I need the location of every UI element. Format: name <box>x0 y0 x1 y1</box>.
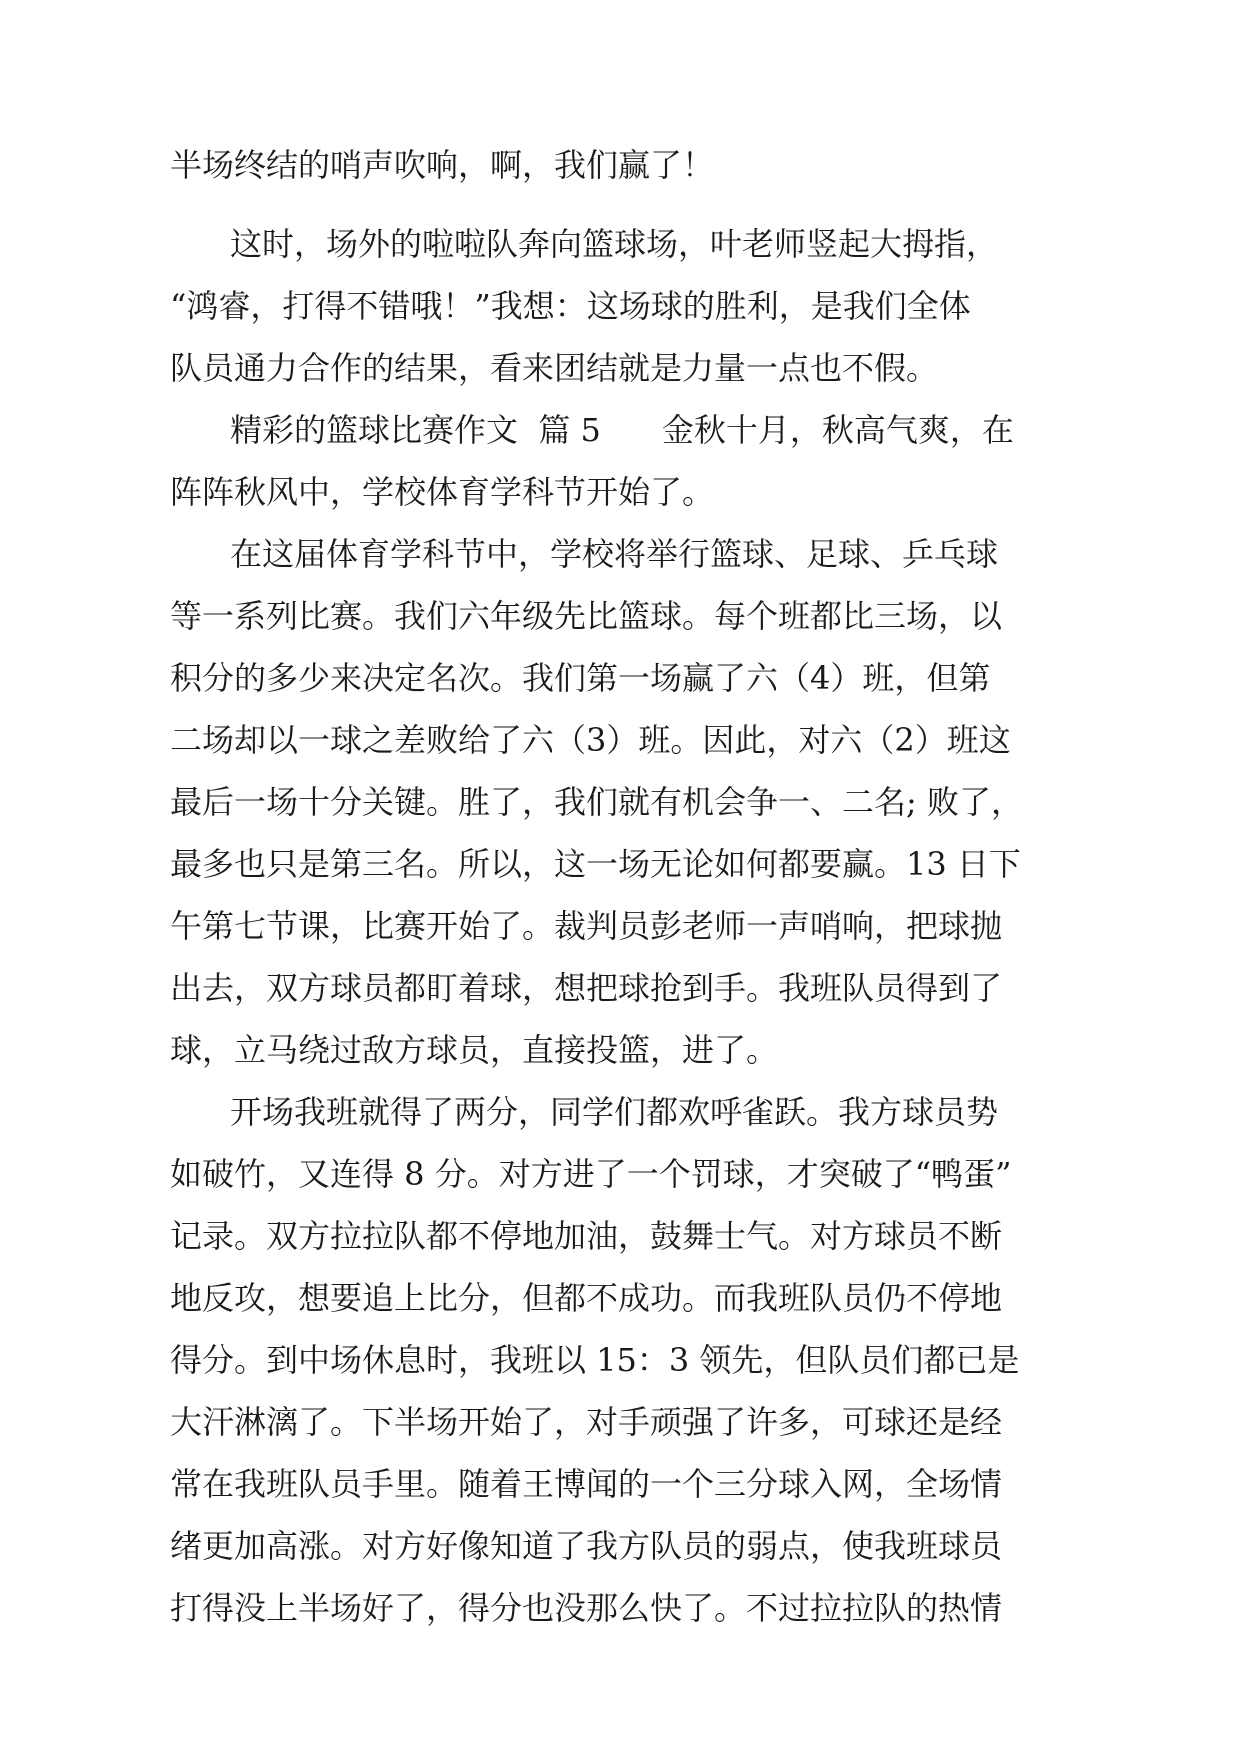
text-line: 绪更加高涨。对方好像知道了我方队员的弱点，使我班球员 <box>170 1527 1003 1565</box>
text-line: 半场终结的哨声吹响，啊，我们赢了！ <box>170 146 715 184</box>
text-line: 大汗淋漓了。下半场开始了，对手顽强了许多，可球还是经 <box>170 1403 1003 1441</box>
text-line: 打得没上半场好了，得分也没那么快了。不过拉拉队的热情 <box>170 1589 1003 1627</box>
text-line: 如破竹，又连得 8 分。对方进了一个罚球，才突破了“鸭蛋” <box>170 1155 1012 1193</box>
text-line: 队员通力合作的结果，看来团结就是力量一点也不假。 <box>170 349 939 387</box>
text-line: 二场却以一球之差败给了六（3）班。因此，对六（2）班这 <box>170 721 1011 759</box>
text-line: 最多也只是第三名。所以，这一场无论如何都要赢。13 日下 <box>170 845 1021 883</box>
paragraph-first-line: 这时，场外的啦啦队奔向篮球场，叶老师竖起大拇指， <box>230 225 999 263</box>
text-line: 积分的多少来决定名次。我们第一场赢了六（4）班，但第 <box>170 659 991 697</box>
text-line: 得分。到中场休息时，我班以 15：3 领先，但队员们都已是 <box>170 1341 1020 1379</box>
text-line: 地反攻，想要追上比分，但都不成功。而我班队员仍不停地 <box>170 1279 1003 1317</box>
paragraph-first-line: 开场我班就得了两分，同学们都欢呼雀跃。我方球员势 <box>230 1093 999 1131</box>
text-line: “鸿睿，打得不错哦！”我想：这场球的胜利，是我们全体 <box>170 287 971 325</box>
text-line: 午第七节课，比赛开始了。裁判员彭老师一声哨响，把球抛 <box>170 907 1003 945</box>
text-line: 阵阵秋风中，学校体育学科节开始了。 <box>170 473 715 511</box>
text-line: 球，立马绕过敌方球员，直接投篮，进了。 <box>170 1031 779 1069</box>
text-line: 最后一场十分关键。胜了，我们就有机会争一、二名; 败了， <box>170 783 1023 821</box>
text-line: 等一系列比赛。我们六年级先比篮球。每个班都比三场，以 <box>170 597 1003 635</box>
paragraph-first-line: 在这届体育学科节中，学校将举行篮球、足球、乒乓球 <box>230 535 999 573</box>
text-line: 记录。双方拉拉队都不停地加油，鼓舞士气。对方球员不断 <box>170 1217 1003 1255</box>
text-line: 常在我班队员手里。随着王博闻的一个三分球入网，全场情 <box>170 1465 1003 1503</box>
section-heading-line: 精彩的篮球比赛作文 篇 5 金秋十月，秋高气爽，在 <box>230 411 1014 449</box>
text-line: 出去，双方球员都盯着球，想把球抢到手。我班队员得到了 <box>170 969 1003 1007</box>
